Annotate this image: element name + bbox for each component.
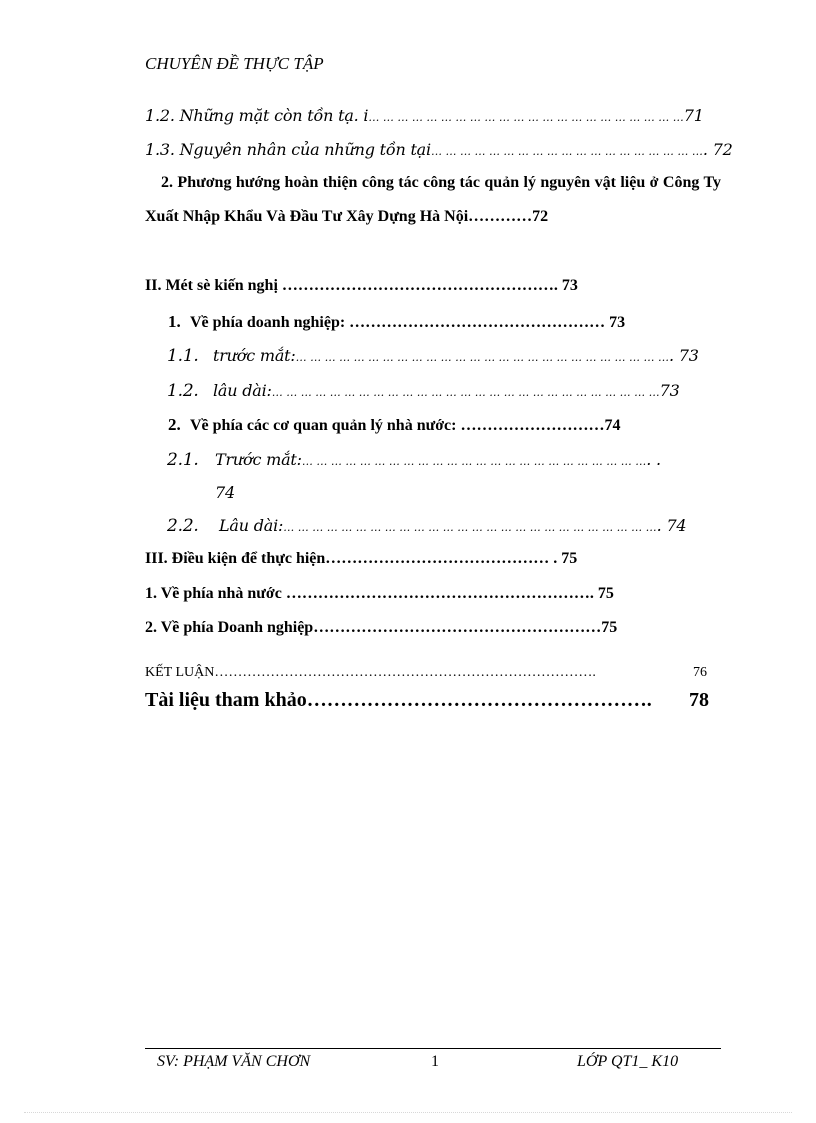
toc-label: Nguyên nhân của những tồn tại bbox=[179, 140, 431, 159]
toc-page: 76 bbox=[693, 665, 707, 680]
toc-leader: … … … … … … … … … … … … … … … … … … … … … … … … … … bbox=[295, 351, 670, 364]
toc-number: 2.1. bbox=[167, 450, 199, 470]
toc-label: KẾT LUẬN………………………………………………………………………. bbox=[145, 665, 596, 680]
toc-number: 2.2. bbox=[167, 516, 199, 536]
footer-class: LỚP QT1_ K10 bbox=[577, 1053, 679, 1070]
toc-label: Về phía doanh nghiệp: ………………………………………… 73 bbox=[190, 314, 626, 331]
toc-entry bbox=[167, 381, 721, 401]
toc-leader: … … … … … … … … … … … … … … … … … … … … … … … … bbox=[301, 455, 647, 468]
footer-page-number: 1 bbox=[431, 1053, 439, 1070]
toc-label: lâu dài: bbox=[213, 381, 272, 400]
toc-page: 71 bbox=[683, 106, 704, 125]
toc-entry: 1. Về phía nhà nước …………………………………………………. 75 bbox=[145, 585, 614, 602]
toc-label: trước mắt: bbox=[213, 346, 296, 365]
page-header: CHUYÊN ĐỀ THỰC TẬP bbox=[145, 54, 324, 73]
toc-entry bbox=[168, 415, 620, 435]
toc-label: Về phía các cơ quan quản lý nhà nước: ………………………74 bbox=[190, 417, 621, 434]
toc-entry bbox=[145, 665, 721, 681]
toc-leader: … … … … … … … … … … … … … … … … … … … … … … … … … … bbox=[283, 521, 657, 534]
toc-label: Trước mắt: bbox=[215, 450, 302, 469]
toc-entry: III. Điều kiện để thực hiện…………………………………… . 75 bbox=[145, 550, 578, 567]
toc-number: 1.3. bbox=[145, 140, 175, 159]
toc-page: 73 bbox=[659, 381, 680, 400]
page-edge bbox=[24, 1111, 792, 1113]
toc-label: Tài liệu tham khảo……………………………………………. bbox=[145, 689, 652, 711]
toc-number: 1. bbox=[168, 312, 181, 331]
toc-number: 2. bbox=[168, 415, 181, 434]
toc-page: . 74 bbox=[656, 516, 687, 535]
toc-number: 1.2. bbox=[167, 381, 199, 401]
toc-entry: 2. Về phía Doanh nghiệp………………………………………………75 bbox=[145, 619, 618, 636]
toc-number: 1.2. bbox=[145, 106, 175, 125]
toc-number: 1.1. bbox=[167, 346, 199, 366]
toc-section-heading: 2. Phương hướng hoàn thiện công tác công tác quản lý nguyên vật liệu ở Công Ty Xuất Nhập Khẩu Và Đầu Tư Xây Dựng Hà Nội…………72 bbox=[145, 174, 721, 225]
footer-rule bbox=[145, 1048, 721, 1049]
toc-page: 78 bbox=[689, 689, 709, 711]
toc-leader: … … … … … … … … … … … … … … … … … … … … … … bbox=[368, 111, 684, 124]
toc-entry bbox=[145, 140, 733, 159]
toc-leader: … … … … … … … … … … … … … … … … … … … … … … … … … … … bbox=[271, 386, 660, 399]
toc-entry bbox=[168, 312, 625, 332]
toc-page: . 73 bbox=[669, 346, 699, 365]
toc-entry bbox=[167, 450, 721, 470]
footer-author: SV: PHẠM VĂN CHƠN bbox=[157, 1053, 311, 1070]
toc-label: Những mặt còn tồn tạ. i bbox=[179, 106, 369, 125]
toc-entry: II. Mét sè kiến nghị ……………………………………………. 73 bbox=[145, 277, 578, 294]
toc-entry bbox=[145, 106, 721, 125]
toc-entry bbox=[167, 346, 721, 366]
toc-page: . . bbox=[646, 450, 661, 469]
toc-entry bbox=[167, 516, 721, 536]
toc-page: . 72 bbox=[702, 140, 733, 159]
toc-page-continued: 74 bbox=[215, 483, 235, 502]
toc-leader: … … … … … … … … … … … … … … … … … … … bbox=[430, 145, 703, 158]
toc-label: Lâu dài: bbox=[219, 516, 284, 535]
toc-entry bbox=[145, 689, 721, 712]
